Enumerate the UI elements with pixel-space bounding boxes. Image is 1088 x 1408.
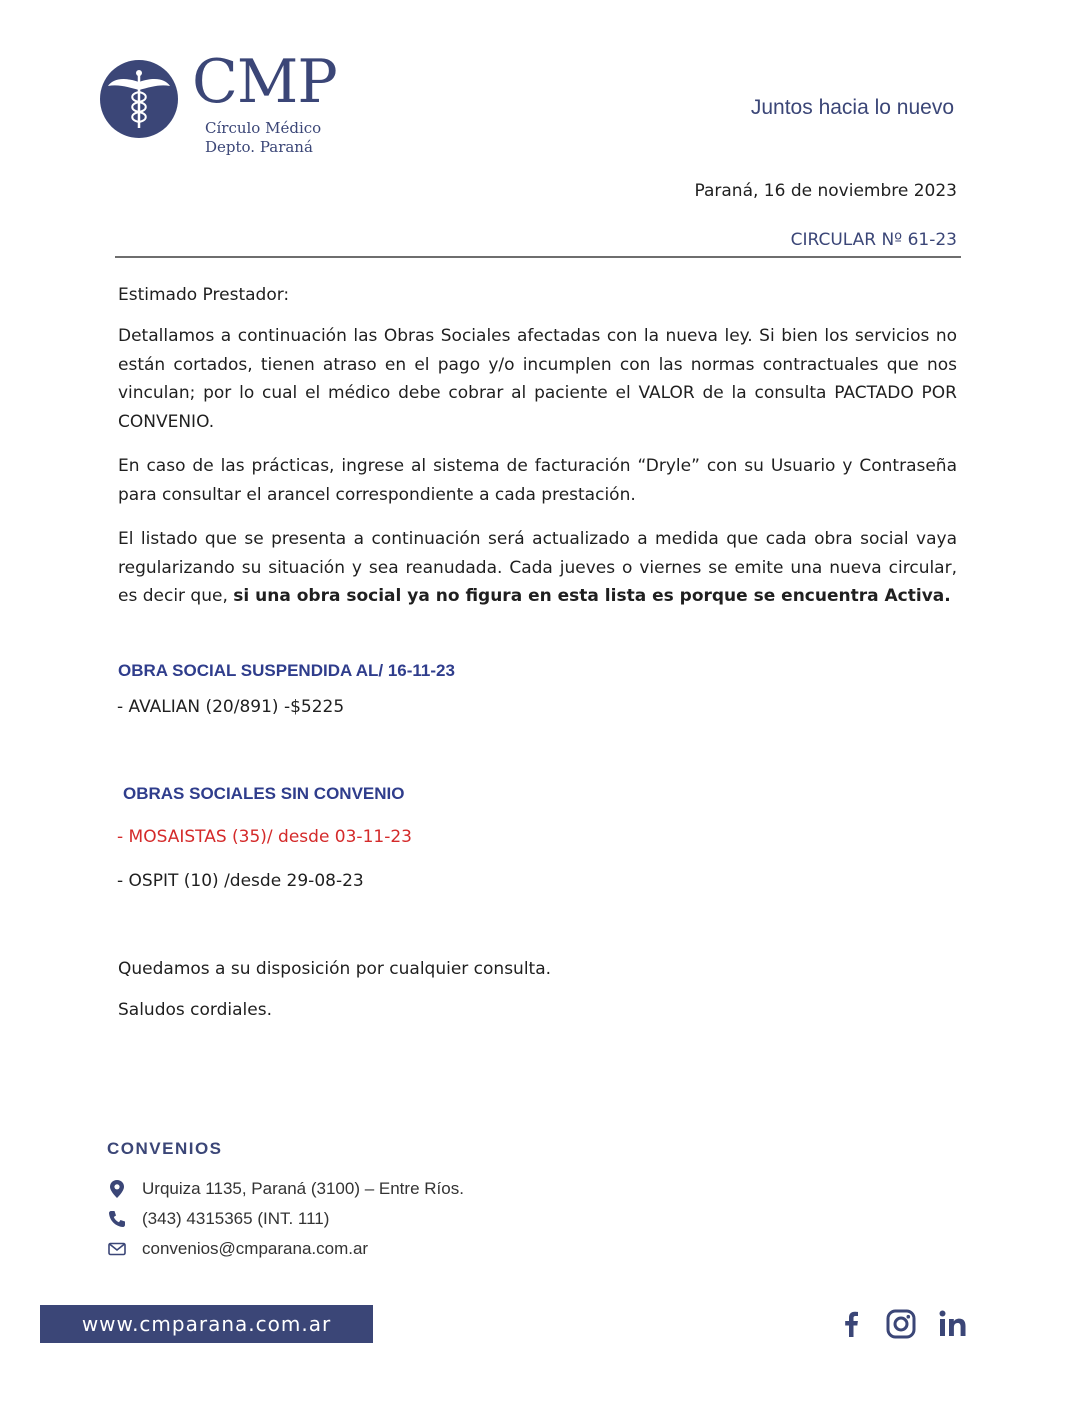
paragraph-listing <box>118 525 957 611</box>
logo-subtitle-line1: Círculo Médico <box>205 119 322 137</box>
mail-icon <box>107 1239 127 1259</box>
no-agreement-section-title: OBRAS SOCIALES SIN CONVENIO <box>123 784 405 803</box>
document-date: Paraná, 16 de noviembre 2023 <box>694 181 957 201</box>
list-item: - OSPIT (10) /desde 29-08-23 <box>117 871 364 891</box>
closing-line: Quedamos a su disposición por cualquier consulta. <box>118 959 552 979</box>
list-item: - MOSAISTAS (35)/ desde 03-11-23 <box>117 827 412 847</box>
circular-number: CIRCULAR Nº 61-23 <box>790 230 957 250</box>
paragraph-intro: Detallamos a continuación las Obras Sociales afectadas con la nueva ley. Si bien los servicios no están cortados, tienen atraso en el pago y/o incumplen con las normas contractuales que nos vinculan; por lo cual el médico debe cobrar al paciente el VALOR de la consulta PACTADO POR CONVENIO. <box>118 326 957 432</box>
address-text: Urquiza 1135, Paraná (3100) – Entre Ríos. <box>142 1179 464 1198</box>
contact-phone <box>107 1208 329 1230</box>
facebook-icon[interactable] <box>834 1307 868 1341</box>
suspended-section-title: OBRA SOCIAL SUSPENDIDA AL/ 16-11-23 <box>118 661 455 680</box>
linkedin-icon[interactable] <box>936 1307 970 1341</box>
tagline: Juntos hacia lo nuevo <box>750 96 954 119</box>
logo-wordmark: CMP <box>192 47 337 117</box>
header-divider <box>115 256 961 258</box>
footer-heading: CONVENIOS <box>107 1139 223 1158</box>
caduceus-logo-icon <box>100 60 178 138</box>
instagram-icon[interactable] <box>884 1307 918 1341</box>
phone-icon <box>107 1209 127 1229</box>
list-item: - AVALIAN (20/891) -$5225 <box>117 697 345 717</box>
location-pin-icon <box>107 1179 127 1199</box>
contact-email[interactable] <box>107 1238 368 1260</box>
greeting: Estimado Prestador: <box>118 285 290 305</box>
logo-subtitle-line2: Depto. Paraná <box>205 138 313 156</box>
paragraph-practices: En caso de las prácticas, ingrese al sistema de facturación “Dryle” con su Usuario y Contraseña para consultar el arancel correspondiente a cada prestación. <box>118 456 957 505</box>
contact-address <box>107 1178 464 1200</box>
phone-text: (343) 4315365 (INT. 111) <box>142 1209 330 1228</box>
website-banner[interactable] <box>40 1305 373 1343</box>
website-link[interactable]: www.cmparana.com.ar <box>81 1312 332 1336</box>
email-link[interactable]: convenios@cmparana.com.ar <box>142 1239 369 1258</box>
paragraph-listing-text: El listado que se presenta a continuación será actualizado a medida que cada obra social vaya regularizando su situación y sea reanudada. Cada jueves o viernes se emite una nueva circular, es decir que, <box>118 529 957 606</box>
paragraph-listing-bold: si una obra social ya no figura en esta lista es porque se encuentra Activa. <box>233 586 951 606</box>
sign-off: Saludos cordiales. <box>118 1000 272 1020</box>
